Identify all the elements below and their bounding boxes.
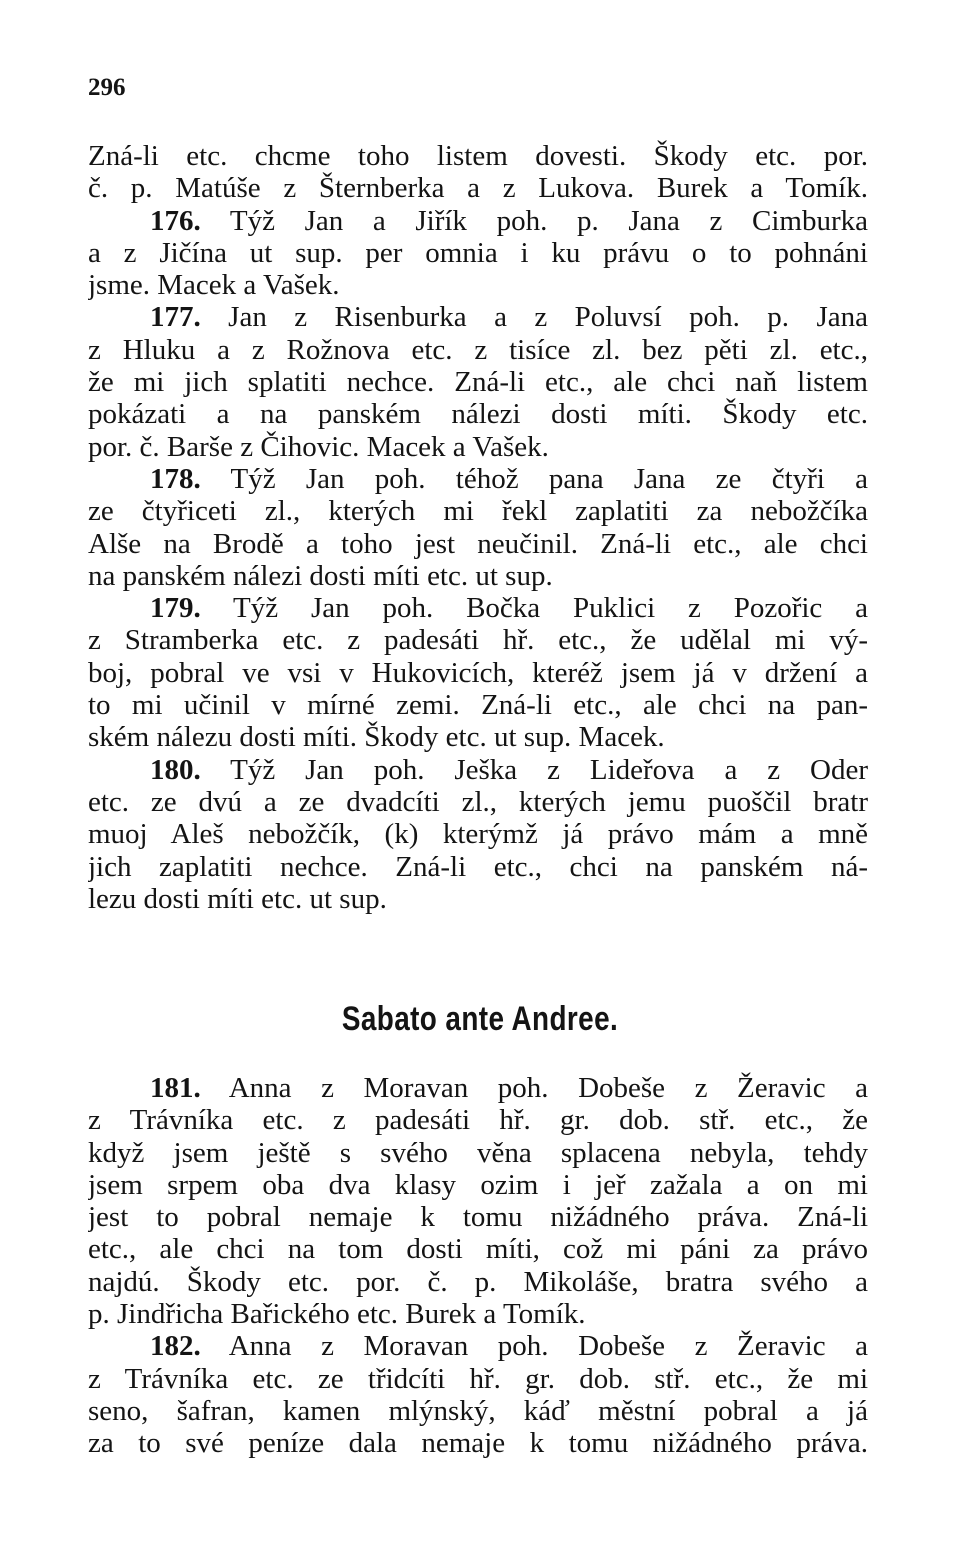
text-line	[88, 528, 868, 560]
line-text: jsme. Macek a Vašek.	[88, 269, 340, 302]
text-line	[88, 1266, 868, 1298]
text-line	[88, 1427, 868, 1459]
text-line	[88, 786, 868, 818]
line-text: p. Jindřicha Bařického etc. Burek a Tomík.	[88, 1298, 586, 1331]
line-text: z Stramberka etc. z padesáti hř. etc., že udělal mi vý-	[88, 624, 868, 657]
entry-first-line	[88, 205, 868, 237]
entry-number: 176.	[150, 204, 201, 237]
line-text: Týž Jan poh. téhož pana Jana ze čtyři a	[200, 462, 868, 495]
text-line	[88, 689, 868, 721]
line-text: a z Jičína ut sup. per omnia i ku právu o to pohnáni	[88, 236, 868, 269]
text-line	[88, 398, 868, 430]
line-text: jest to pobral nemaje k tomu nižádného práva. Zná-li	[88, 1201, 868, 1234]
entry-first-line	[88, 1072, 868, 1104]
page-number: 296	[88, 74, 126, 101]
text-line	[88, 818, 868, 850]
line-text: Alše na Brodě a toho jest neučinil. Zná-li etc., ale chci	[88, 527, 868, 560]
line-text: na panském nálezi dosti míti etc. ut sup.	[88, 559, 553, 592]
line-text: lezu dosti míti etc. ut sup.	[88, 882, 387, 915]
text-line	[88, 269, 868, 301]
entry-first-line	[88, 1330, 868, 1362]
text-line	[88, 657, 868, 689]
line-text: z Trávníka etc. ze třidcíti hř. gr. dob. stř. etc., že mi	[88, 1362, 868, 1395]
line-text: najdú. Škody etc. por. č. p. Mikoláše, bratra svého a	[88, 1265, 868, 1298]
text-line	[88, 851, 868, 883]
text-line	[88, 172, 868, 204]
text-line	[88, 1395, 868, 1427]
entry-number: 177.	[150, 301, 201, 334]
text-block-lower	[88, 1072, 868, 1460]
line-text: ze čtyřiceti zl., kterých mi řekl zaplatiti za nebožčíka	[88, 495, 868, 528]
line-text: ském nálezu dosti míti. Škody etc. ut sup. Macek.	[88, 721, 665, 754]
line-text: že mi jich splatiti nechce. Zná-li etc., ale chci naň listem	[88, 366, 868, 399]
line-text: to mi učinil v mírné zemi. Zná-li etc., ale chci na pan-	[88, 689, 868, 722]
line-text: etc. ze dvú a ze dvadcíti zl., kterých jemu puoščil bratr	[88, 785, 868, 818]
text-line	[88, 1104, 868, 1136]
text-line	[88, 1137, 868, 1169]
entry-number: 182.	[150, 1330, 201, 1363]
line-text: z Trávníka etc. z padesáti hř. gr. dob. stř. etc., že	[88, 1104, 868, 1137]
text-line	[88, 1169, 868, 1201]
line-text: Zná-li etc. chcme toho listem dovesti. Škody etc. por.	[88, 140, 868, 172]
text-line	[88, 366, 868, 398]
line-text: Týž Jan a Jiřík poh. p. Jana z Cimburka	[200, 204, 868, 237]
entry-number: 179.	[150, 592, 201, 625]
entry-number: 180.	[150, 753, 201, 786]
line-text: seno, šafran, kamen mlýnský, káď městní pobral a já	[88, 1394, 868, 1427]
section-heading: Sabato ante Andree.	[341, 1000, 619, 1038]
text-line	[88, 334, 868, 366]
line-text: jsem srpem oba dva klasy ozim i jeř zažala a on mi	[88, 1168, 868, 1201]
line-text: za to své peníze dala nemaje k tomu nižádného práva.	[88, 1427, 868, 1460]
entry-number: 178.	[150, 462, 201, 495]
text-line	[88, 237, 868, 269]
text-line	[88, 560, 868, 592]
line-text: když jsem ještě s svého věna splacena nebyla, tehdy	[88, 1136, 868, 1169]
line-text: z Hluku a z Rožnova etc. z tisíce zl. bez pěti zl. etc.,	[88, 333, 868, 366]
text-line	[88, 721, 868, 753]
text-line	[88, 1363, 868, 1395]
line-text: muoj Aleš nebožčík, (k) kterýmž já právo mám a mně	[88, 818, 868, 851]
text-line	[88, 1233, 868, 1265]
text-block-upper	[88, 140, 868, 915]
text-line	[88, 624, 868, 656]
entry-first-line	[88, 463, 868, 495]
text-line	[88, 1201, 868, 1233]
line-text: por. č. Barše z Čihovic. Macek a Vašek.	[88, 430, 549, 463]
line-text: Anna z Moravan poh. Dobeše z Žeravic a	[200, 1330, 868, 1363]
line-text: č. p. Matúše z Šternberka a z Lukova. Burek a Tomík.	[88, 172, 868, 205]
entry-number: 181.	[150, 1072, 201, 1104]
line-text: pokázati a na panském nálezi dosti míti. Škody etc.	[88, 398, 868, 431]
entry-first-line	[88, 592, 868, 624]
entry-first-line	[88, 301, 868, 333]
text-line	[88, 1298, 868, 1330]
text-line	[88, 495, 868, 527]
text-line	[88, 431, 868, 463]
line-text: boj, pobral ve vsi v Hukovicích, kteréž jsem já v držení a	[88, 656, 868, 689]
text-line	[88, 883, 868, 915]
line-text: Týž Jan poh. Ješka z Lideřova a z Oder	[200, 753, 868, 786]
line-text: jich zaplatiti nechce. Zná-li etc., chci na panském ná-	[88, 850, 868, 883]
line-text: etc., ale chci na tom dosti míti, což mi páni za právo	[88, 1233, 868, 1266]
entry-first-line	[88, 754, 868, 786]
line-text: Týž Jan poh. Bočka Puklici z Pozořic a	[200, 592, 868, 625]
line-text: Jan z Risenburka a z Poluvsí poh. p. Jana	[200, 301, 868, 334]
text-line	[88, 140, 868, 172]
line-text: Anna z Moravan poh. Dobeše z Žeravic a	[200, 1072, 868, 1104]
